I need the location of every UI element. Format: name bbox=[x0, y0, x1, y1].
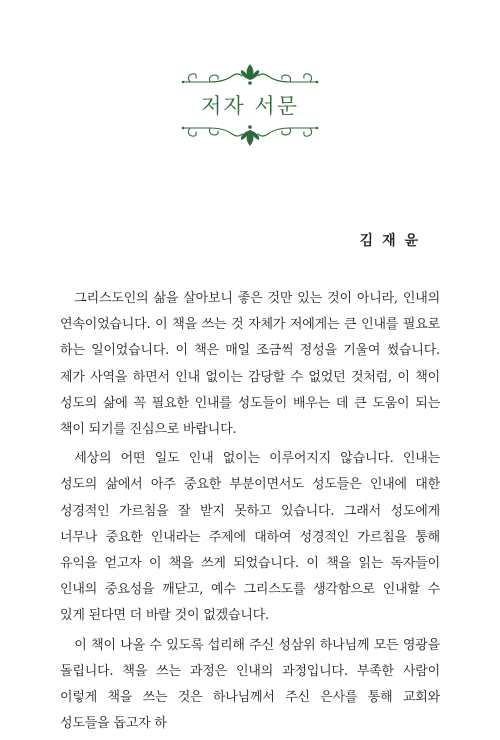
top-ornament-icon bbox=[180, 62, 320, 88]
author-name: 김 재 윤 bbox=[359, 233, 420, 249]
bottom-ornament-icon bbox=[180, 122, 320, 148]
paragraph-3: 이 책이 나올 수 있도록 섭리해 주신 성삼위 하나님께 모든 영광을 돌립니다. 책을 쓰는 과정은 인내의 과정입니다. 부족한 사람이 이렇게 책을 쓰는 것은 하나님께서 주신 은사를 통해 교회와 성도들을 돕고자 하 bbox=[60, 637, 440, 732]
preface-body bbox=[60, 286, 440, 740]
paragraph-1: 그리스도인의 삶을 살아보니 좋은 것만 있는 것이 아니라, 인내의 연속이었습니다. 이 책을 쓰는 것 자체가 저에게는 큰 인내를 필요로 하는 일이었습니다. 이 책은 매일 조금씩 정성을 기울여 썼습니다. 제가 사역을 하면서 인내 없이는 감당할 수 없었던 것처럼, 이 책이 성도의 삶에 꼭 필요한 인내를 성도들이 배우는 데 큰 도움이 되는 책이 되기를 진심으로 바랍니다. bbox=[60, 291, 440, 438]
page-title: 저자 서문 bbox=[201, 94, 299, 118]
paragraph-2: 세상의 어떤 일도 인내 없이는 이루어지지 않습니다. 인내는 성도의 삶에서 아주 중요한 부분이면서도 성도들은 인내에 대한 성경적인 가르침을 잘 받지 못하고 있습니다. 그래서 성도에게 너무나 중요한 인내라는 주제에 대하여 성경적인 가르침을 통해 유익을 얻고자 이 책을 쓰게 되었습니다. 이 책을 읽는 독자들이 인내의 중요성을 깨닫고, 예수 그리스도를 생각함으로 인내할 수 있게 된다면 더 바랄 것이 없겠습니다. bbox=[60, 451, 440, 624]
